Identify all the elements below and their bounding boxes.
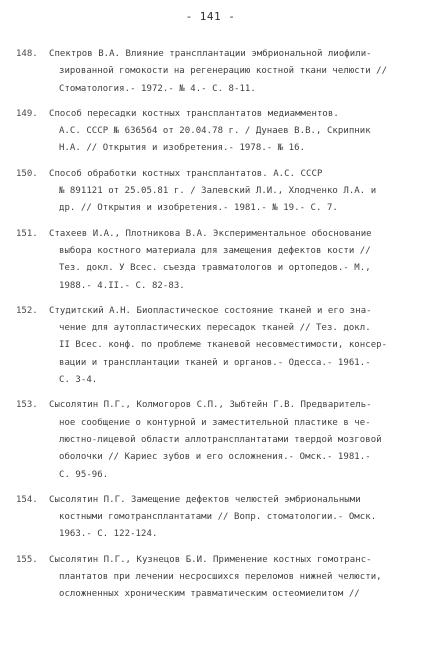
entry-number: 148. [16,49,38,59]
entry-number: 149. [16,108,38,119]
entry-line: 1988.- 4.II.- С. 82-83. [59,280,185,291]
bibliography-entry [16,492,408,544]
entry-line: вации и трансплантации тканей и органов.- Одесса.- 1961.- [59,357,371,368]
entry-text [49,46,408,98]
entry-line: ное сообщение о контурной и заместительной пластике в че- [59,417,371,428]
entry-line: Способ обработки костных трансплантатов. А.С. СССР [49,168,323,179]
entry-line: плантатов при лечении несросшихся переломов нижней челюсти, [59,572,382,583]
entry-text [49,397,408,483]
entry-line: А.С. СССР № 636564 от 20.04.78 г. / Дунаев В.В., Скрипник [59,126,371,137]
entry-line: Стоматология.- 1972.- № 4.- С. 8-11. [59,83,256,94]
entry-line: Способ пересадки костных трансплантатов медиамментов. [49,108,339,119]
bibliography-entry [16,46,408,98]
entry-line: Сысолятин П.Г., Кузнецов Б.И. Применение костных гомотранс- [49,554,372,565]
entry-line: Студитский А.Н. Биопластическое состояние тканей и его зна- [49,305,372,316]
bibliography-entry [16,106,408,158]
entry-line: Спектров В.А. Влияние трансплантации эмбриональной лиофили- [49,49,372,59]
bibliography-entry [16,166,408,218]
entry-text [49,492,408,544]
entry-line: С. 3-4. [59,375,98,386]
entry-text [49,166,408,218]
entry-number: 150. [16,168,38,179]
entry-number: 151. [16,228,38,239]
entry-line: Стахеев И.А., Плотникова В.А. Экспериментальное обоснование [49,228,372,239]
bibliography-entry [16,397,408,483]
entry-line: зированной гомокости на регенерацию костной ткани челюсти // [59,66,388,77]
entry-line: 1963.- С. 122-124. [59,529,158,540]
entry-line: II Всес. конф. по проблеме тканевой несовместимости, консер- [59,340,388,351]
entry-text [49,106,408,158]
entry-line: Сысолятин П.Г. Замещение дефектов челюстей эмбриональными [49,494,361,505]
bibliography-entry [16,552,408,604]
bibliography-entry [16,303,408,389]
entry-line: люстно-лицевой области аллотрансплантатами твердой мозговой [59,434,382,445]
entry-line: № 891121 от 25.05.81 г. / Залевский Л.И., Хлодченко Л.А. и [59,186,377,197]
entry-number: 153. [16,400,38,411]
entry-line: оболочки // Кариес зубов и его осложнения.- Омск.- 1981.- [59,452,371,463]
entry-text [49,226,408,295]
entry-line: Тез. докл. У Всес. съезда травматологов и ортопедов.- М., [59,263,371,274]
entry-line: С. 95-96. [59,469,109,480]
page-number: - 141 - [185,10,236,23]
entry-line: чение для аутопластических пересадок тканей // Тез. докл. [59,323,371,334]
entry-number: 154. [16,494,38,505]
entry-number: 155. [16,554,38,565]
entry-text [49,303,408,389]
entry-line: костными гомотрансплантатами // Вопр. стоматологии.- Омск. [59,512,377,523]
entry-number: 152. [16,305,38,316]
entry-line: выбора костного материала для замещения дефектов кости // [59,245,371,256]
entry-text [49,552,408,604]
bibliography-list [16,46,408,604]
entry-line: Н.А. // Открытия и изобретения.- 1978.- № 16. [59,143,306,154]
entry-line: Сысолятин П.Г., Колмогоров С.П., Зыбтейн Г.В. Предваритель- [49,400,372,411]
entry-line: осложненных хроническим травматическим остеомиелитом // [59,589,360,600]
entry-line: др. // Открытия и изобретения.- 1981.- № 19.- С. 7. [59,203,338,214]
bibliography-entry [16,226,408,295]
